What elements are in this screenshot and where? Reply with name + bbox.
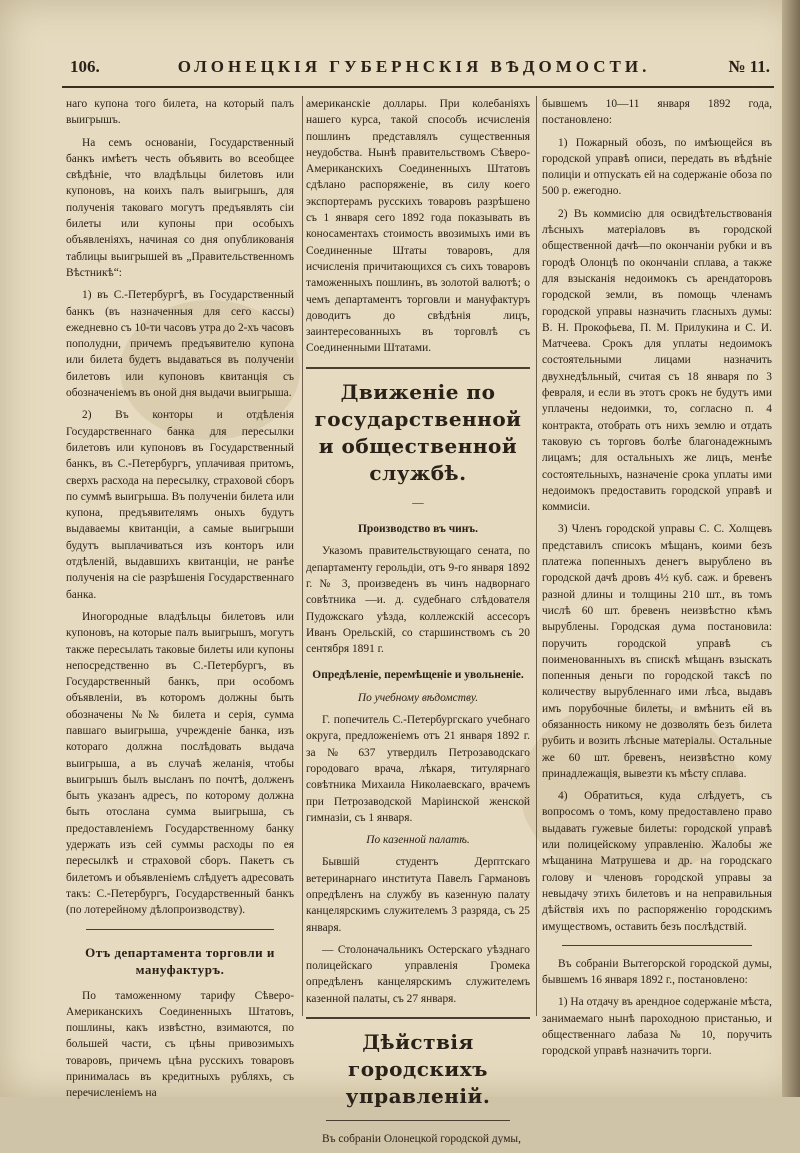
paragraph: 2) Въ коммисію для освидѣтельствованія лѣсныхъ матеріаловъ въ городской общественной дачѣ—по окончаніи рубки и въ городѣ Олонцѣ по окончаніи сплава, а также для взысканія недоимокъ съ арендаторовъ городской земли, въ помощь членамъ городской управы назначить гласныхъ думы: В. Н. Прокофьева, П. М. Прилукина и С. И. Матчеева. Срокъ для уплаты недоимокъ состоятельными лицами назначить двухнедѣльный, считая съ 18 января по 3 февраля, и если въ этотъ срокъ не будутъ ими уплачены недоимки, то, согласно п. 4 контракта, отобрать отъ нихъ землю и отдать таковую съ торговъ болѣе благонадежнымъ лицамъ; для остальныхъ же лицъ, менѣе состоятельныхъ, назначеніе срока уплаты ими недоимокъ предоставить городской управѣ и коммисіи. bbox=[542, 207, 772, 514]
paragraph: — Столоначальникъ Остерскаго уѣзднаго полицейскаго управленія Громека опредѣленъ канцелярскимъ служителемъ казенной палаты, съ 27 января. bbox=[306, 943, 530, 1005]
paragraph: По таможенному тарифу Сѣверо-Американскихъ Соединенныхъ Штатовъ, пошлины, какъ извѣстно, взимаются, по большей части, съ цѣны привозимыхъ товаровъ, причемъ цѣна русскихъ товаровъ принималась въ кредитныхъ рубляхъ, съ перечисленіемъ на bbox=[66, 989, 294, 1100]
paragraph: 1) Пожарный обозъ, по имѣющейся въ городской управѣ описи, передать въ вѣдѣніе полиціи и отпускать ей на содержаніе обоза по 500 р. ежегодно. bbox=[542, 136, 772, 198]
paragraph: наго купона того билета, на который палъ выигрышъ. bbox=[66, 98, 294, 127]
page-number: 106. bbox=[70, 57, 100, 76]
paragraph: 3) Членъ городской управы С. С. Холщевъ представилъ списокъ мѣщанъ, коими безъ платежа попенныхъ денегъ вырублено въ городской дачѣ дровъ 4½ куб. саж. и бревенъ разной длины и толщины 210 шт., въ томъ числѣ 60 шт. бревенъ неизвѣстно кѣмъ вырублены. Городская дума постановила: поручить городской управѣ съ поименованныхъ въ спискѣ мѣщанъ взыскать попенныя деньги по городской таксѣ по количеству вырубленнаго ими лѣса, выдавъ имъ порубочные билеты, и вмѣнить ей въ обязанность никому не дозволять безъ билета рубить и возить лѣсные матеріалы. Остальные же 60 шт. бревенъ, неизвѣстно кому принадлежащія, вывезти къ мѣсту сплава. bbox=[542, 523, 772, 780]
department-label: По казенной палатѣ. bbox=[366, 834, 470, 847]
column-1 bbox=[66, 96, 294, 1108]
paragraph: 1) въ С.-Петербургѣ, въ Государственный банкъ (въ назначенныя для сего кассы) ежедневно съ 10-ти часовъ утра до 2-хъ часовъ пополудни, причемъ предъявителю купона или билета будетъ выдаваться въ полученіи билетовъ или купоновъ квитанція съ обозначеніемъ въ оной дня выдачи выигрыша. bbox=[66, 289, 294, 400]
section-divider bbox=[326, 1120, 510, 1121]
dash-separator: — bbox=[412, 496, 424, 509]
binding-edge bbox=[782, 0, 800, 1097]
subsection-heading: Производство въ чинъ. bbox=[357, 523, 479, 536]
column-divider bbox=[536, 96, 537, 1016]
paragraph: Иногородные владѣльцы билетовъ или купоновъ, на которые палъ выигрышъ, могутъ также пересылать таковые билеты или купоны непосредственно въ С.-Петербургъ, въ Государственный банкъ, при особомъ объявленіи, въ которомъ должны быть обозначены №№ билета и серія, сумма павшаго выигрыша, учрежденіе банка, изъ котораго должна послѣдовать выдача выигрыша, а въ случаѣ желанія, чтобы выигрышъ былъ высланъ по почтѣ, долженъ быть указанъ адресъ, по которому должна быть отослана сумма выигрыша, съ предоставленіемъ Государственному банку удержать изъ сей суммы расходы по ея пересылкѣ и страховой сборъ. Пакетъ съ билетомъ и объявленіемъ слѣдуетъ адресовать такъ: С.-Петербургъ, Государственный банкъ (по лотерейному дѣлопроизводству). bbox=[66, 610, 294, 917]
publication-title: ОЛОНЕЦКІЯ ГУБЕРНСКІЯ ВѢДОМОСТИ. bbox=[177, 57, 651, 76]
section-divider bbox=[306, 1017, 530, 1019]
paragraph: 4) Обратиться, куда слѣдуетъ, съ вопросомъ о томъ, кому предоставлено право выдавать гужевые билеты: городской управѣ или полицейскому управленію. Жалобы же мѣщанина Матрушева и др. на городскаго голову и членовъ городской управы за невыдачу этихъ билетовъ и на неправильныя дѣйствія ихъ по распоряженію городскимъ имуществомъ, оставить безъ послѣдствій. bbox=[542, 790, 772, 933]
column-2 bbox=[306, 96, 530, 1153]
paragraph: 2) Въ конторы и отдѣленія Государственнаго банка для пересылки билетовъ или купоновъ въ Государственный банкъ, въ С.-Петербургъ, уплачивая притомъ, сверхъ расхода на пересылку, страховой сборъ по суммѣ выигрыша. Въ полученіи билета или купона, предъявителямъ оныхъ будутъ выдаваемы квитанціи, а самые выигрыши будутъ выплачиваться изъ конторъ или отдѣленій, выдавшихъ квитанціи, не ранѣе полученія на сіе разрѣшенія Государственнаго банка. bbox=[66, 409, 294, 601]
section-divider bbox=[562, 945, 752, 946]
issue-number: № 11. bbox=[728, 57, 770, 76]
header-rule bbox=[62, 86, 774, 88]
column-3 bbox=[542, 96, 772, 1066]
section-divider bbox=[86, 929, 274, 930]
paragraph: бывшемъ 10—11 января 1892 года, постановлено: bbox=[542, 98, 772, 127]
section-heading: Дѣйствія городскихъ управленій. bbox=[345, 1030, 491, 1109]
paragraph: Въ собраніи Вытегорской городской думы, бывшемъ 16 января 1892 г., постановлено: bbox=[542, 957, 772, 987]
paragraph: 1) На отдачу въ арендное содержаніе мѣста, занимаемаго нынѣ пароходною пристанью, и общественнаго лабаза № 10, поручить городской управѣ назначить торги. bbox=[542, 996, 772, 1058]
section-heading: Движеніе по государственной и общественной службѣ. bbox=[314, 379, 522, 485]
section-divider bbox=[306, 367, 530, 369]
paragraph: Бывшій студентъ Дерптскаго ветеринарнаго института Павелъ Гармановъ опредѣленъ на службу въ казенную палату канцелярскимъ служителемъ 3 разряда, съ 25 января. bbox=[306, 856, 530, 934]
subsection-heading: Опредѣленіе, перемѣщеніе и увольненіе. bbox=[312, 669, 524, 682]
paragraph: Г. попечитель С.-Петербургскаго учебнаго округа, предложеніемъ отъ 21 января 1892 г. за № 637 утвердилъ Петрозаводскаго городоваго врача, лѣкаря, титулярнаго совѣтника Михаила Николаевскаго, врачемъ при Петрозаводской Маріинской женской гимназіи, съ 1 января. bbox=[306, 714, 530, 824]
column-divider bbox=[302, 96, 303, 1016]
paragraph: американскіе доллары. При колебаніяхъ нашего курса, такой способъ исчисленія пошлинъ представлялъ существенныя неудобства. Нынѣ правительствомъ Сѣверо-Американскихъ Соединенныхъ Штатовъ сдѣлано распоряженіе, въ силу коего экспортерамъ русскихъ товаровъ разрѣшено съ 1 января сего 1892 года показывать въ коносаментахъ стоимость ввозимыхъ ими въ Соединенные Штаты товаровъ, для исчисленія причитающихся съ сихъ товаровъ таможенныхъ пошлинъ, въ золотой валютѣ; о чемъ департаментъ торговли и мануфактуръ доводитъ до свѣдѣнія лицъ, заинтересованныхъ въ торговлѣ съ Соединенными Штатами. bbox=[306, 98, 530, 355]
paragraph: На семъ основаніи, Государственный банкъ имѣетъ честь объявить во всеобщее свѣдѣніе, что владѣльцы билетовъ или купоновъ, на коихъ палъ выигрышъ, для полученія таковаго могутъ предъявлять сіи билеты или купоны при особыхъ объявленіяхъ, начиная со дня опубликованія таблицы выигрышей въ „Правительственномъ Вѣстникѣ“: bbox=[66, 136, 294, 279]
section-heading: Отъ департамента торговли и мануфактуръ. bbox=[85, 944, 275, 977]
department-label: По учебному вѣдомству. bbox=[357, 691, 479, 704]
paragraph: Указомъ правительствующаго сената, по департаменту герольдіи, отъ 9-го января 1892 г. № 3, произведенъ въ чинъ надворнаго совѣтника —и. д. судебнаго слѣдователя Пудожскаго уѣзда, коллежскій ассесоръ Иванъ Орельскій, со старшинствомъ съ 20 сентября 1891 г. bbox=[306, 545, 530, 656]
paragraph: Въ собраніи Олонецкой городской думы, bbox=[322, 1133, 521, 1146]
page-header bbox=[70, 52, 770, 82]
